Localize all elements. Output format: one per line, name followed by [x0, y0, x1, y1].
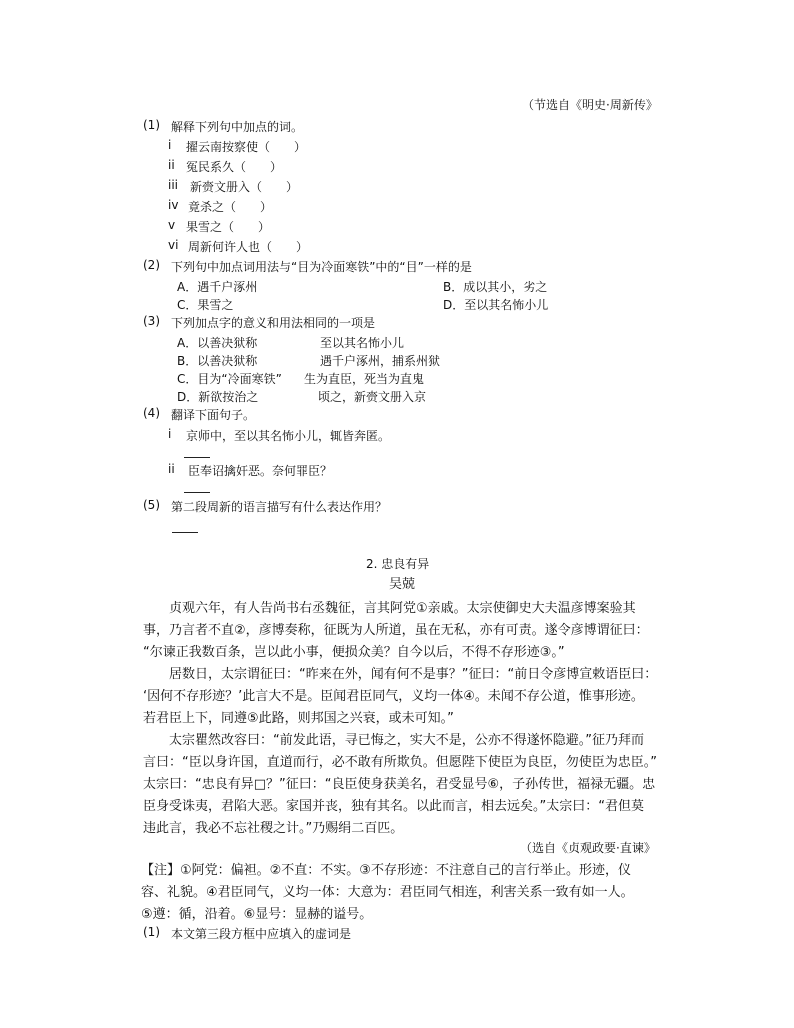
- q3-option-left: A．以善决狱称: [177, 336, 258, 350]
- source-citation-top: （节选自《明史·周新传》: [522, 98, 658, 112]
- q1-item-roman: iii: [168, 178, 179, 192]
- q3-option-right: 至以其名怖小儿: [320, 336, 405, 350]
- answer-line[interactable]: [184, 457, 210, 458]
- q3-option-left: D．新欲按治之: [177, 390, 259, 404]
- q4-stem: 翻译下面句子。: [171, 408, 256, 422]
- q2-stem: 下列句中加点词用法与“目为冷面寒铁”中的“目”一样的是: [171, 260, 472, 274]
- q4-item-text: 京师中，至以其名怖小儿，辄皆奔匿。: [186, 429, 391, 443]
- answer-line[interactable]: [172, 532, 198, 533]
- q1-stem: 解释下列句中加点的词。: [171, 120, 304, 134]
- passage-line: 居数日，太宗谓征曰：“昨来在外，闻有何不是事？”征曰：“前日令彦博宣敕语臣曰：: [143, 667, 658, 682]
- q1-item-text: 果雪之（ ）: [186, 220, 271, 234]
- q4-number: (4): [143, 406, 160, 420]
- q1-item-text: 冤民系久（ ）: [186, 160, 283, 174]
- passage-note: ⑤遵：循，沿着。⑥显号：显赫的谥号。: [141, 907, 373, 922]
- q1-item-roman: ii: [168, 158, 175, 172]
- q2-option-c: C．果雪之: [177, 298, 234, 312]
- passage-line: 事，乃言者不直②，彦博奏称，征既为人所道，虽在无私，亦有可责。遂令彦博谓征曰：: [143, 623, 649, 638]
- q5-stem: 第二段周新的语言描写有什么表达作用？: [171, 500, 388, 514]
- passage-line: “尔谏正我数百条，岂以此小事，便损众美？自今以后，不得不存形迹③。”: [143, 645, 565, 660]
- q-last-stem: 本文第三段方框中应填入的虚词是: [171, 927, 352, 941]
- passage-note: 【注】①阿党：偏袒。②不直：不实。③不存形迹：不注意自己的言行举止。形迹，仪: [141, 863, 631, 878]
- passage-note: 容、礼貌。④君臣同气，义均一体：大意为：君臣同气相连，利害关系一致有如一人。: [141, 885, 634, 900]
- answer-line[interactable]: [184, 492, 210, 493]
- passage-author: 吴兢: [389, 577, 416, 592]
- q1-item-text: 新赍文册入（ ）: [190, 180, 299, 194]
- q1-item-roman: iv: [168, 198, 179, 212]
- q3-option-left: C．目为“冷面寒铁”: [177, 372, 282, 386]
- q2-number: (2): [143, 258, 160, 272]
- q3-option-right: 遇千户涿州，捕系州狱: [320, 354, 441, 368]
- q5-number: (5): [143, 498, 160, 512]
- q1-item-roman: i: [168, 138, 172, 152]
- q3-number: (3): [143, 314, 160, 328]
- passage-line: 太宗瞿然改容曰：“前发此语，寻已悔之，实大不是，公亦不得遂怀隐避。”征乃拜而: [143, 733, 644, 748]
- q3-option-right: 顷之，新赍文册入京: [318, 390, 427, 404]
- q-last-number: (1): [143, 925, 160, 939]
- q3-option-right: 生为直臣，死当为直鬼: [304, 372, 425, 386]
- q1-item-text: 擢云南按察使（ ）: [186, 140, 307, 154]
- q1-item-roman: v: [168, 218, 176, 232]
- q4-item-roman: i: [168, 427, 172, 441]
- passage-line: 言曰：“臣以身许国，直道而行，必不敢有所欺负。但愿陛下使臣为良臣，勿使臣为忠臣。”: [143, 755, 657, 770]
- passage-title: 2. 忠良有异: [366, 557, 430, 571]
- q2-option-d: D．至以其名怖小儿: [443, 298, 549, 312]
- passage-line: 臣身受诛夷，君陷大恶。家国并丧，独有其名。以此而言，相去远矣。”太宗曰：“君但莫: [143, 799, 644, 814]
- q1-item-roman: vi: [168, 238, 179, 252]
- q3-option-left: B．以善决狱称: [177, 354, 258, 368]
- q3-stem: 下列加点字的意义和用法相同的一项是: [171, 316, 376, 330]
- passage-line: 太宗曰：“忠良有异□？”征曰：“良臣使身获美名，君受显号⑥，子孙传世，福禄无疆。忠: [143, 777, 656, 792]
- q2-option-a: A．遇千户涿州: [177, 280, 258, 294]
- q4-item-roman: ii: [168, 462, 175, 476]
- passage-line: 若君臣上下，同遵⑤此路，则邦国之兴衰，或未可知。”: [143, 711, 454, 726]
- passage-line: 贞观六年，有人告尚书右丞魏征，言其阿党①亲戚。太宗使御史大夫温彦博案验其: [143, 601, 636, 616]
- passage-source: （选自《贞观政要·直谏》: [520, 841, 656, 855]
- passage-line: 违此言，我必不忘社稷之计。”乃赐绢二百匹。: [143, 821, 404, 836]
- passage-line: ‘因何不存形迹？’此言大不是。臣闻君臣同气，义均一体④。未闻不存公道，惟事形迹。: [143, 689, 644, 704]
- q4-item-text: 臣奉诏擒奸恶。奈何罪臣？: [188, 464, 333, 478]
- q1-number: (1): [143, 118, 160, 132]
- q2-option-b: B．成以其小，劣之: [443, 280, 548, 294]
- q1-item-text: 周新何许人也（ ）: [188, 240, 309, 254]
- q1-item-text: 竟杀之（ ）: [188, 200, 273, 214]
